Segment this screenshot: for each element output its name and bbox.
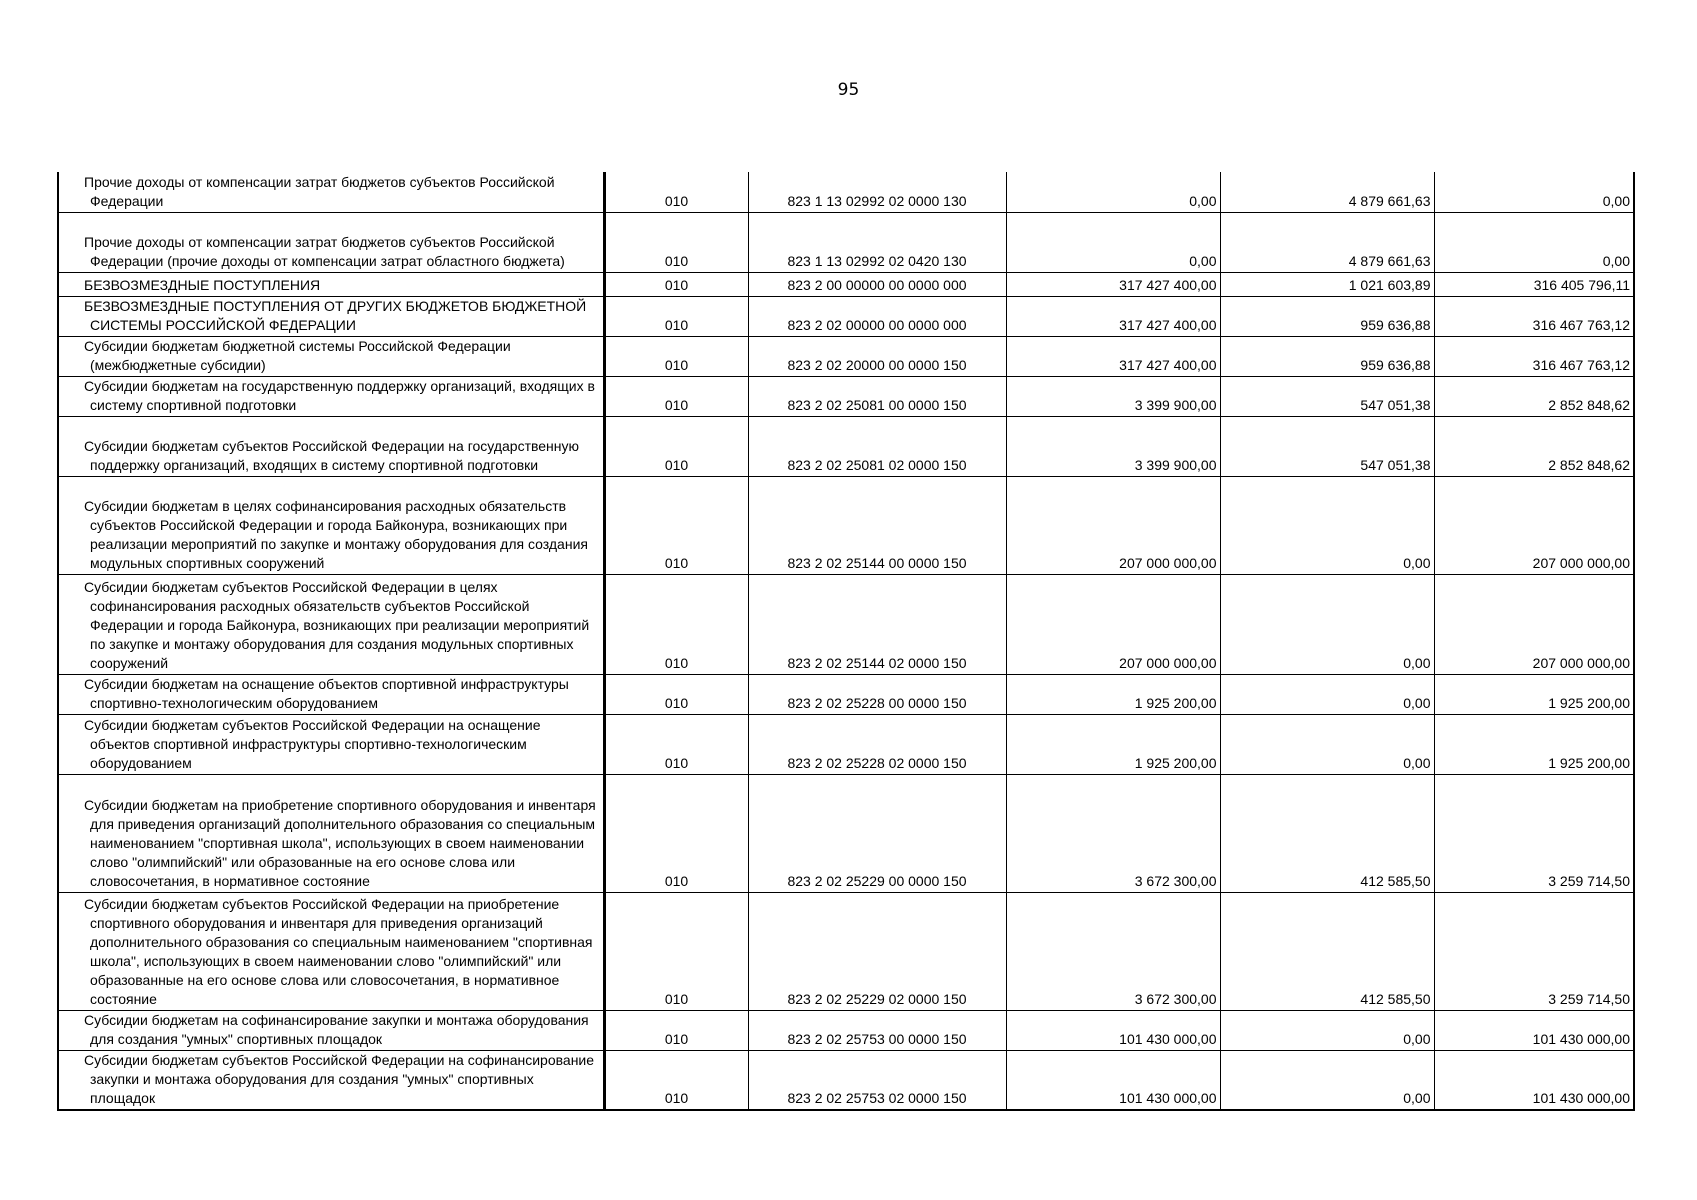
row-name: Субсидии бюджетам субъектов Российской Федерации на государственную поддержку организаций, входящих в систему спортивной подготовки [58,416,604,476]
row-approved: 101 430 000,00 [1006,1010,1220,1050]
row-executed: 0,00 [1220,1010,1434,1050]
row-unexecuted: 101 430 000,00 [1434,1050,1634,1110]
row-approved: 207 000 000,00 [1006,574,1220,674]
row-unexecuted: 1 925 200,00 [1434,674,1634,714]
table-row [58,1050,1634,1110]
row-line-code: 010 [604,476,748,574]
table-row [58,714,1634,774]
row-name: Субсидии бюджетам субъектов Российской Федерации на оснащение объектов спортивной инфраструктуры спортивно-технологическим оборудованием [58,714,604,774]
row-executed: 4 879 661,63 [1220,212,1434,272]
row-executed: 412 585,50 [1220,774,1434,892]
row-budget-code: 823 2 02 25228 00 0000 150 [748,674,1006,714]
row-executed: 0,00 [1220,1050,1434,1110]
row-unexecuted: 316 405 796,11 [1434,272,1634,296]
row-line-code: 010 [604,336,748,376]
row-executed: 959 636,88 [1220,336,1434,376]
row-approved: 3 399 900,00 [1006,376,1220,416]
table-row [58,296,1634,336]
row-line-code: 010 [604,1050,748,1110]
table-row [58,774,1634,892]
row-name: Субсидии бюджетам бюджетной системы Российской Федерации (межбюджетные субсидии) [58,336,604,376]
row-budget-code: 823 1 13 02992 02 0420 130 [748,212,1006,272]
row-line-code: 010 [604,574,748,674]
row-executed: 547 051,38 [1220,376,1434,416]
row-unexecuted: 1 925 200,00 [1434,714,1634,774]
table-row [58,172,1634,212]
row-budget-code: 823 2 00 00000 00 0000 000 [748,272,1006,296]
table-row [58,272,1634,296]
row-unexecuted: 3 259 714,50 [1434,892,1634,1010]
row-name: Субсидии бюджетам в целях софинансирования расходных обязательств субъектов Российской Федерации и города Байконура, возникающих при реализации мероприятий по закупке и монтажу оборудования для создания модульных спортивных сооружений [58,476,604,574]
row-executed: 412 585,50 [1220,892,1434,1010]
row-approved: 317 427 400,00 [1006,296,1220,336]
row-budget-code: 823 2 02 00000 00 0000 000 [748,296,1006,336]
row-approved: 1 925 200,00 [1006,714,1220,774]
row-approved: 3 399 900,00 [1006,416,1220,476]
row-budget-code: 823 2 02 25144 00 0000 150 [748,476,1006,574]
row-budget-code: 823 2 02 20000 00 0000 150 [748,336,1006,376]
row-name: Субсидии бюджетам на оснащение объектов спортивной инфраструктуры спортивно-технологическим оборудованием [58,674,604,714]
row-approved: 1 925 200,00 [1006,674,1220,714]
row-budget-code: 823 1 13 02992 02 0000 130 [748,172,1006,212]
row-budget-code: 823 2 02 25753 02 0000 150 [748,1050,1006,1110]
row-unexecuted: 316 467 763,12 [1434,296,1634,336]
row-unexecuted: 0,00 [1434,212,1634,272]
row-approved: 207 000 000,00 [1006,476,1220,574]
table-row [58,416,1634,476]
row-name: Субсидии бюджетам на приобретение спортивного оборудования и инвентаря для приведения организаций дополнительного образования со специальным наименованием "спортивная школа", использующих в своем наименовании слово "олимпийский" или образованные на его основе слова или словосочетания, в нормативное состояние [58,774,604,892]
table-row [58,1010,1634,1050]
table-row [58,892,1634,1010]
row-unexecuted: 3 259 714,50 [1434,774,1634,892]
row-name: Субсидии бюджетам субъектов Российской Федерации на приобретение спортивного оборудования и инвентаря для приведения организаций дополнительного образования со специальным наименованием "спортивная школа", использующих в своем наименовании слово "олимпийский" или образованные на его основе слова или словосочетания, в нормативное состояние [58,892,604,1010]
row-name: Субсидии бюджетам на государственную поддержку организаций, входящих в систему спортивной подготовки [58,376,604,416]
row-budget-code: 823 2 02 25228 02 0000 150 [748,714,1006,774]
row-line-code: 010 [604,674,748,714]
row-budget-code: 823 2 02 25144 02 0000 150 [748,574,1006,674]
row-budget-code: 823 2 02 25229 00 0000 150 [748,774,1006,892]
row-unexecuted: 101 430 000,00 [1434,1010,1634,1050]
row-line-code: 010 [604,296,748,336]
row-approved: 3 672 300,00 [1006,892,1220,1010]
row-unexecuted: 0,00 [1434,172,1634,212]
row-executed: 0,00 [1220,476,1434,574]
row-unexecuted: 2 852 848,62 [1434,376,1634,416]
row-name: Субсидии бюджетам субъектов Российской Федерации на софинансирование закупки и монтажа оборудования для создания "умных" спортивных площадок [58,1050,604,1110]
row-budget-code: 823 2 02 25229 02 0000 150 [748,892,1006,1010]
row-line-code: 010 [604,1010,748,1050]
row-executed: 0,00 [1220,714,1434,774]
row-unexecuted: 2 852 848,62 [1434,416,1634,476]
row-name: Прочие доходы от компенсации затрат бюджетов субъектов Российской Федерации [58,172,604,212]
row-line-code: 010 [604,172,748,212]
income-table [57,172,1635,1111]
row-approved: 317 427 400,00 [1006,336,1220,376]
row-approved: 3 672 300,00 [1006,774,1220,892]
row-executed: 4 879 661,63 [1220,172,1434,212]
row-name: Субсидии бюджетам субъектов Российской Федерации в целях софинансирования расходных обязательств субъектов Российской Федерации и города Байконура, возникающих при реализации мероприятий по закупке и монтажу оборудования для создания модульных спортивных сооружений [58,574,604,674]
row-name: Прочие доходы от компенсации затрат бюджетов субъектов Российской Федерации (прочие доходы от компенсации затрат областного бюджета) [58,212,604,272]
row-line-code: 010 [604,416,748,476]
row-budget-code: 823 2 02 25753 00 0000 150 [748,1010,1006,1050]
row-executed: 547 051,38 [1220,416,1434,476]
table-row [58,476,1634,574]
row-budget-code: 823 2 02 25081 00 0000 150 [748,376,1006,416]
row-line-code: 010 [604,714,748,774]
row-approved: 101 430 000,00 [1006,1050,1220,1110]
table-row [58,336,1634,376]
row-line-code: 010 [604,774,748,892]
row-approved: 0,00 [1006,212,1220,272]
row-unexecuted: 207 000 000,00 [1434,476,1634,574]
row-name: БЕЗВОЗМЕЗДНЫЕ ПОСТУПЛЕНИЯ ОТ ДРУГИХ БЮДЖЕТОВ БЮДЖЕТНОЙ СИСТЕМЫ РОССИЙСКОЙ ФЕДЕРАЦИИ [58,296,604,336]
row-executed: 0,00 [1220,574,1434,674]
row-line-code: 010 [604,376,748,416]
row-unexecuted: 316 467 763,12 [1434,336,1634,376]
row-budget-code: 823 2 02 25081 02 0000 150 [748,416,1006,476]
row-line-code: 010 [604,212,748,272]
row-line-code: 010 [604,892,748,1010]
row-name: БЕЗВОЗМЕЗДНЫЕ ПОСТУПЛЕНИЯ [58,272,604,296]
table-row [58,212,1634,272]
table-row [58,674,1634,714]
table-row [58,376,1634,416]
table-row [58,574,1634,674]
row-unexecuted: 207 000 000,00 [1434,574,1634,674]
row-executed: 0,00 [1220,674,1434,714]
page-number: 95 [837,80,860,100]
row-executed: 1 021 603,89 [1220,272,1434,296]
row-name: Субсидии бюджетам на софинансирование закупки и монтажа оборудования для создания "умных" спортивных площадок [58,1010,604,1050]
row-line-code: 010 [604,272,748,296]
row-approved: 317 427 400,00 [1006,272,1220,296]
row-approved: 0,00 [1006,172,1220,212]
row-executed: 959 636,88 [1220,296,1434,336]
